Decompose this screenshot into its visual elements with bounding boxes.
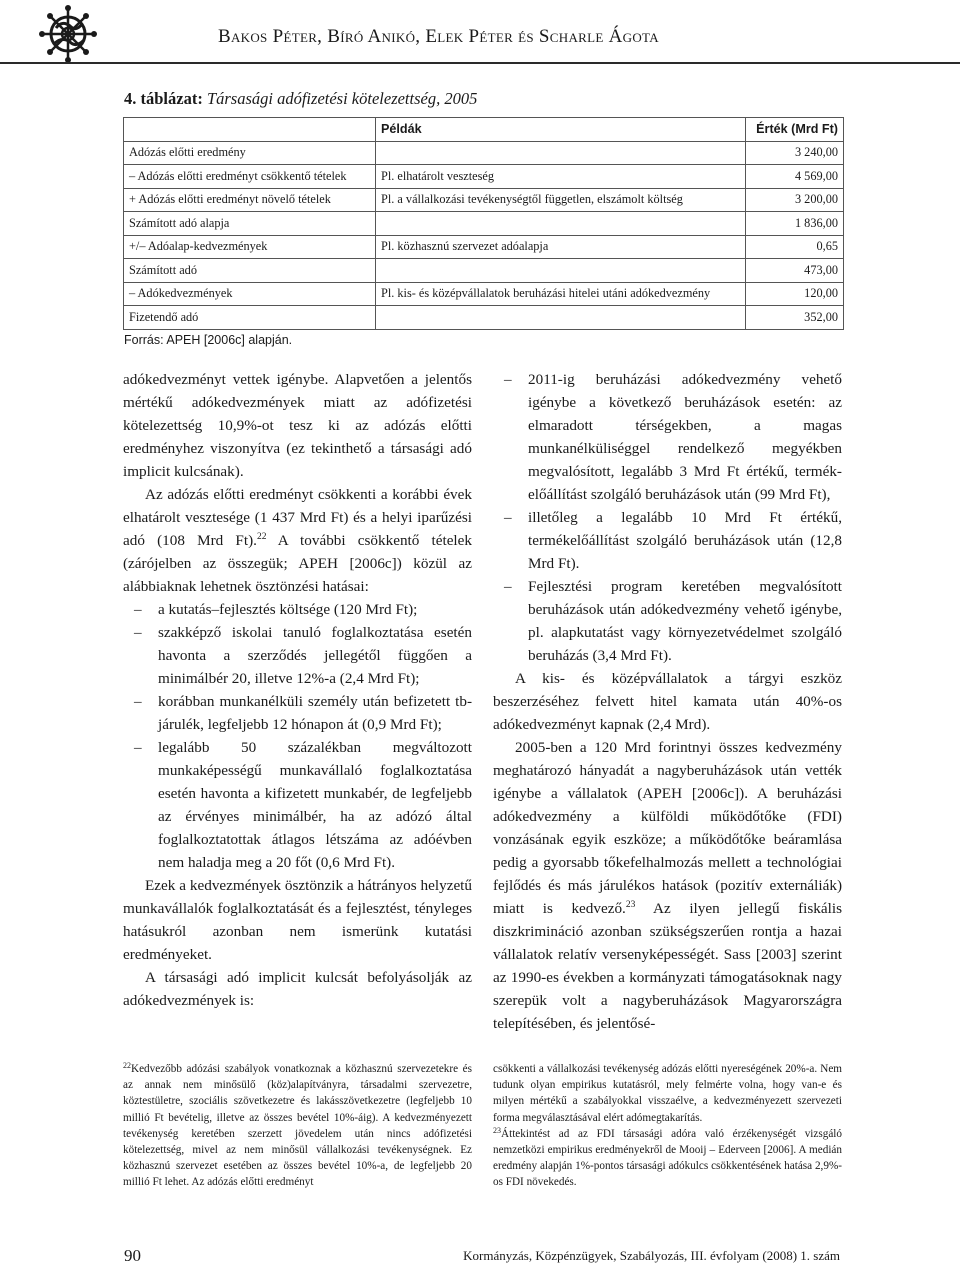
tax-table (123, 117, 844, 330)
paragraph: Ezek a kedvezmények ösztönzik a hátrányos helyzetű munkavállalók foglalkoztatását és a fejlesztést, tényleges hatásukról azonban nem ismerünk kutatási eredményeket. (123, 877, 472, 963)
table-row (124, 212, 844, 236)
row-label: – Adókedvezmények (124, 282, 376, 306)
list-item-text: illetőleg a legalább 10 Mrd Ft értékű, termékelőállítást szolgáló beruházások után (12,8 Mrd Ft). (528, 509, 842, 572)
paragraph (123, 483, 472, 598)
header-cell (124, 118, 376, 142)
row-example: Pl. közhasznú szervezet adóalapja (376, 235, 746, 259)
header-cell: Érték (Mrd Ft) (746, 118, 844, 142)
list-item (493, 506, 842, 575)
paragraph-text: Az adózás előtti eredményt csökkenti a korábbi évek elhatárolt vesztesége (1 437 Mrd Ft) és a helyi iparűzési adó (108 Mrd Ft). (123, 486, 472, 549)
row-value: 4 569,00 (746, 165, 844, 189)
row-label: Számított adó alapja (124, 212, 376, 236)
list-item-text: legalább 50 százalékban megváltozott munkaképességű munkavállaló foglalkoztatása esetén havonta a kifizetett munkabér, de legfeljebb az érvényes minimálbér, ha az adózó által foglalkoztatottak átlagos létszáma az adóévben nem haladja meg a 20 főt (0,6 Mrd Ft). (158, 739, 472, 871)
table-row (124, 282, 844, 306)
dash-marker: – (134, 601, 142, 618)
dash-marker: – (134, 739, 142, 756)
table-row (124, 306, 844, 330)
table-row (124, 235, 844, 259)
row-value: 1 836,00 (746, 212, 844, 236)
row-example (376, 259, 746, 283)
row-example (376, 141, 746, 165)
footnote-mark: 22 (123, 1061, 131, 1070)
paragraph: adókedvezményt vettek igénybe. Alapvetően a jelentős mértékű adókedvezmények miatt az adófizetési kötelezettség 10,9%-ot tesz ki az adózás előtti eredményhez viszonyítva (ez tekinthető a társasági adó implicit kulcsának). (123, 371, 472, 480)
paragraph: A társasági adó implicit kulcsát befolyásolják az adókedvezmények is: (123, 969, 472, 1009)
list-item-text: Fejlesztési program keretében megvalósított beruházások után adókedvezmény vehető igénybe, pl. alapkutatást vagy környezetvédelmet szolgáló beruházás (3,4 Mrd Ft). (528, 578, 842, 664)
table-caption: Társasági adófizetési kötelezettség, 2005 (206, 89, 478, 108)
footnote-22 (123, 1061, 472, 1191)
row-label: +/– Adóalap-kedvezmények (124, 235, 376, 259)
list-item-text: 2011-ig beruházási adókedvezmény vehető igénybe a következő beruházások esetén: az elmaradott térségekben, a magas munkanélküliséggel rendelkező megyékben megvalósított, legalább 3 Mrd Ft értékű, termék-előállítást szolgáló beruházások után (99 Mrd Ft), (528, 371, 842, 503)
running-head: Bakos Péter, Bíró Anikó, Elek Péter és Scharle Ágota (218, 26, 659, 47)
table-row (124, 141, 844, 165)
row-value: 473,00 (746, 259, 844, 283)
header-rule (0, 62, 960, 64)
row-example: Pl. a vállalkozási tevékenységtől független, elszámolt költség (376, 188, 746, 212)
footnotes-right (493, 1061, 842, 1191)
dash-marker: – (134, 693, 142, 710)
paragraph-text: 2005-ben a 120 Mrd forintnyi összes kedvezmény meghatározó hányadát a nagyberuházások után vették igénybe a vállalatok (APEH [2006c]). A beruházási adókedvezmény a külföldi működőtőke (FDI) vonzásának egyik eszköze; a működőtőke beáramlása pedig a gyorsabb tőkefelhalmozás mellett a technológiai fejlődés és más járulékos hatások (pozitív externáliák) miatt is kedvező. (493, 739, 842, 917)
footnote-text: Áttekintést ad az FDI társasági adóra való érzékenységét vizsgáló nemzetközi empirikus eredményekről de Mooij – Ederveen [2006]. A medián eredmény alapján 1%-pontos társasági adókulcs csökkentésének hatása 2,9%-os FDI növekedés. (493, 1127, 842, 1189)
footnote-ref[interactable]: 23 (625, 900, 636, 910)
row-example: Pl. kis- és középvállalatok beruházási hitelei utáni adókedvezmény (376, 282, 746, 306)
row-label: Adózás előtti eredmény (124, 141, 376, 165)
row-label: Fizetendő adó (124, 306, 376, 330)
row-value: 3 200,00 (746, 188, 844, 212)
footnote-23 (493, 1126, 842, 1191)
table-row (124, 188, 844, 212)
table-number: 4. táblázat: (124, 89, 203, 108)
footnote-text: Kedvezőbb adózási szabályok vonatkoznak a közhasznú szervezetekre és az annak nem minősülő (köz)alapítványra, társadalmi szervezetre, köztestületre, szociális szövetkezetre és lakásszövetkezetre (legfeljebb 10 millió Ft bevételig, illetve az összes bevétel 10%-áig). A kedvezményezett tevékenység keretében szerzett jövedelem után nincs adófizetési kötelezettség, mivel az nem minősül vállalkozási tevékenységnek. Ez közhasznú szervezet esetében az összes bevétel 10%-a, de legfeljebb 20 millió Ft lehet. Az adózás előtti eredményt (123, 1063, 472, 1189)
paragraph: A kis- és középvállalatok a tárgyi eszköz beszerzéséhez felvett hitel kamata után 40%-os adókedvezményt kapnak (2,4 Mrd). (493, 670, 842, 733)
dash-marker: – (504, 509, 512, 526)
right-column (493, 368, 842, 1035)
list-item (493, 575, 842, 667)
list-item (123, 690, 472, 736)
row-label: Számított adó (124, 259, 376, 283)
footnote-mark: 23 (493, 1125, 501, 1135)
list-item (123, 621, 472, 690)
row-value: 3 240,00 (746, 141, 844, 165)
paragraph (493, 736, 842, 1035)
journal-citation: Kormányzás, Közpénzügyek, Szabályozás, III. évfolyam (2008) 1. szám (463, 1248, 840, 1263)
footnote-ref[interactable]: 22 (256, 532, 267, 542)
table-row (124, 165, 844, 189)
row-example (376, 306, 746, 330)
table-header-row (124, 118, 844, 142)
ship-wheel-emblem-icon (36, 4, 100, 62)
list-item (123, 598, 472, 621)
row-label: + Adózás előtti eredményt növelő tételek (124, 188, 376, 212)
row-value: 0,65 (746, 235, 844, 259)
left-column (123, 368, 472, 1012)
table-row (124, 259, 844, 283)
row-value: 352,00 (746, 306, 844, 330)
list-item-text: szakképző iskolai tanuló foglalkoztatása esetén havonta a szerződés jellegétől függően a minimálbér 20, illetve 12%-a (2,4 Mrd Ft); (158, 624, 472, 687)
header-cell: Példák (376, 118, 746, 142)
row-example: Pl. elhatárolt veszteség (376, 165, 746, 189)
footnotes-left (123, 1061, 472, 1191)
paragraph-text: A további csökkentő tételek (zárójelben az összegük; APEH [2006c]) közül az alábbiaknak lehetnek ösztönzési hatásai: (123, 532, 472, 595)
list-item-text: a kutatás–fejlesztés költsége (120 Mrd Ft); (158, 601, 418, 618)
paragraph-text: Az ilyen jellegű fiskális diszkrimináció azonban szükségszerűen rontja a hazai vállalatok relatív versenyképességét. Sass [2003] szerint az 1990-es években a kormányzati támogatásoknak nagy szerepük volt a nagyberuházások Magyarországra telepítésében, és jelentősé- (493, 900, 842, 1032)
list-item (493, 368, 842, 506)
list-item (123, 736, 472, 874)
dash-marker: – (504, 371, 512, 388)
dash-marker: – (504, 578, 512, 595)
row-label: – Adózás előtti eredményt csökkentő tételek (124, 165, 376, 189)
dash-marker: – (134, 624, 142, 641)
list-item-text: korábban munkanélküli személy után befizetett tb-járulék, legfeljebb 12 hónapon át (0,9 Mrd Ft); (158, 693, 472, 733)
page-number: 90 (124, 1246, 141, 1265)
row-example (376, 212, 746, 236)
footnote-22-continued: csökkenti a vállalkozási tevékenység adózás előtti nyereségének 20%-a. Nem tudunk olyan empirikus kutatásról, mely felmérte volna, hogy van-e és milyen mértékű a szabályokkal visszaélve, a kedvezményezett szervezeti forma megválasztásával elért adómegtakarítás. (493, 1063, 842, 1124)
table-source: Forrás: APEH [2006c] alapján. (124, 333, 293, 347)
table-title (124, 89, 477, 109)
row-value: 120,00 (746, 282, 844, 306)
